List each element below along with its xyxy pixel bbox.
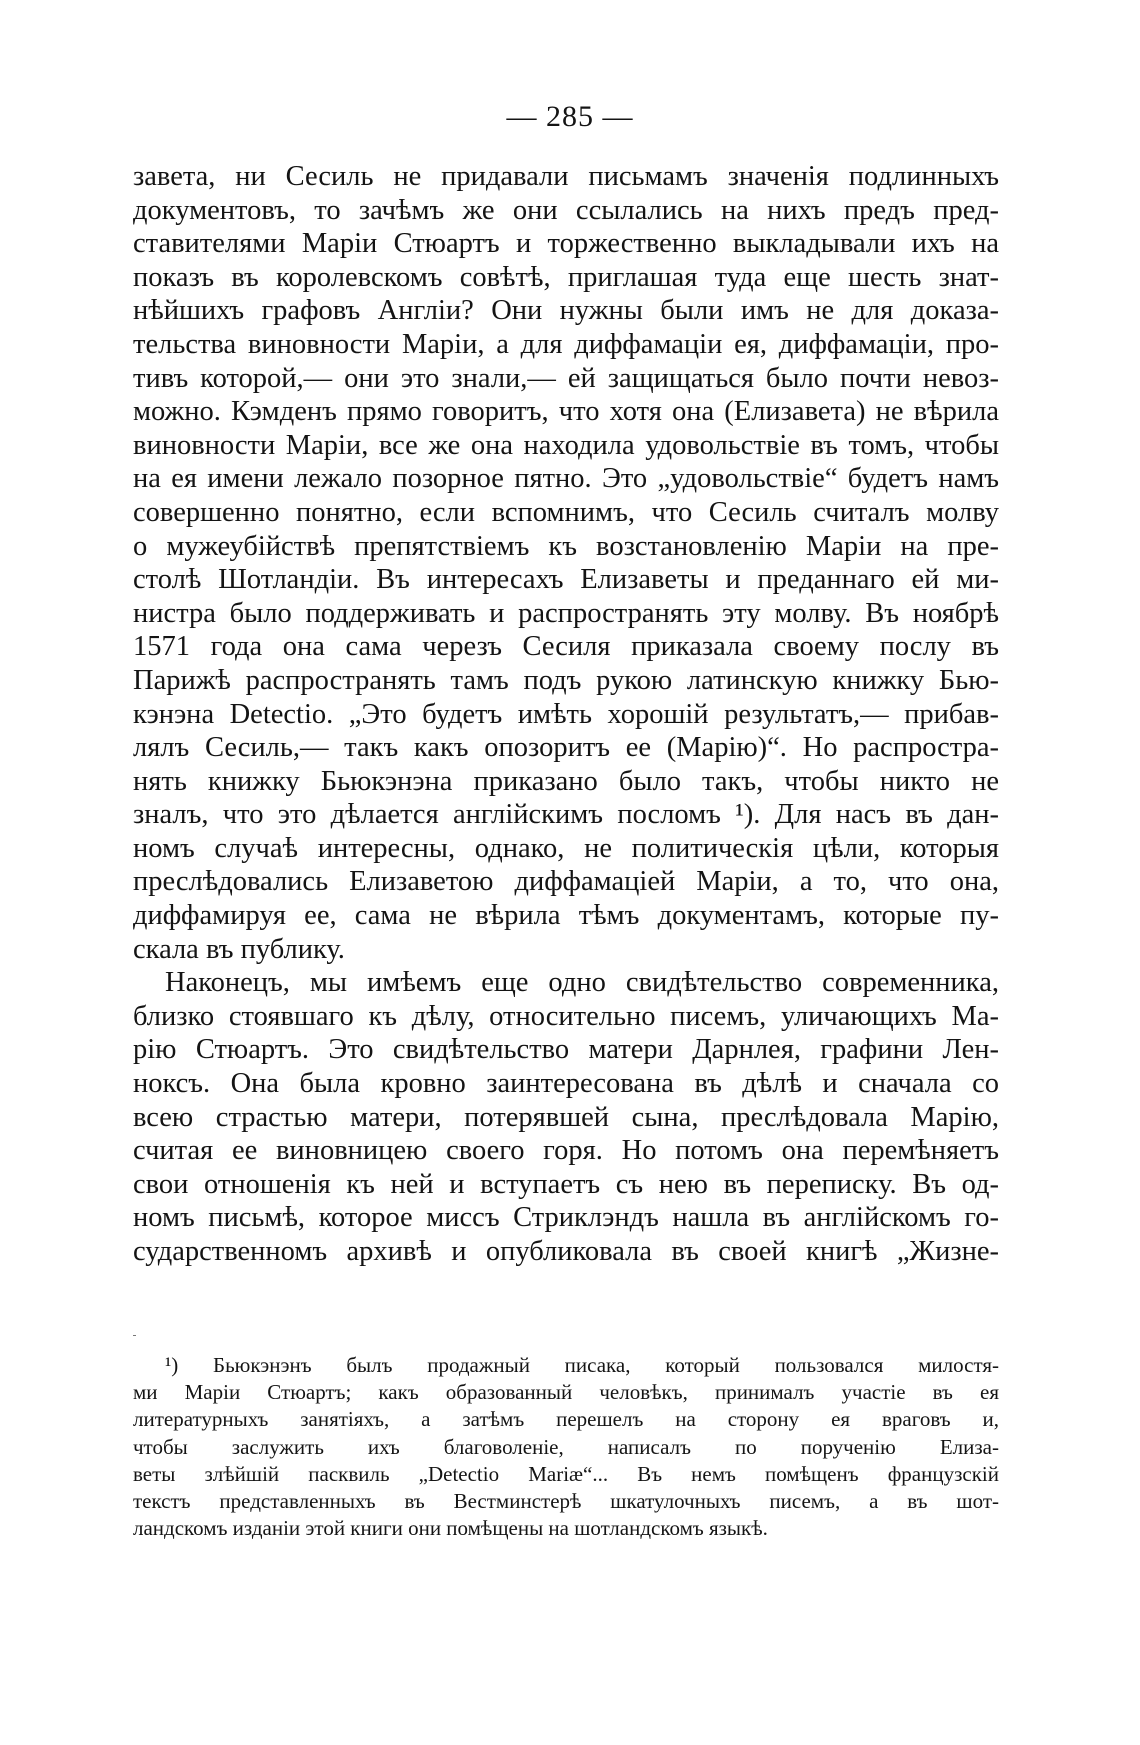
text-line: свои отношенія къ ней и вступаетъ съ нею въ переписку. Въ од- <box>133 1168 999 1200</box>
paragraph-1 <box>133 160 999 966</box>
text-line: ставителями Маріи Стюартъ и торжественно выкладывали ихъ на <box>133 228 999 260</box>
footnote <box>133 1352 999 1542</box>
text-line: скала въ публику. <box>133 933 345 965</box>
footnote-line: ми Маріи Стюартъ; какъ образованный человѣкъ, принималъ участіе въ ея <box>133 1380 999 1405</box>
text-line: ноксъ. Она была кровно заинтересована въ дѣлѣ и сначала со <box>133 1068 999 1100</box>
text-line: рію Стюартъ. Это свидѣтельство матери Дарнлея, графини Лен- <box>133 1034 999 1066</box>
text-line: нять книжку Бьюкэнэна приказано было такъ, чтобы никто не <box>133 765 999 797</box>
text-line: диффамируя ее, сама не вѣрила тѣмъ документамъ, которые пу- <box>133 900 999 932</box>
footnote-line: веты злѣйшій пасквиль „Detectio Mariæ“... Въ немъ помѣщенъ французскій <box>133 1461 999 1486</box>
text-line: кэнэна Detectio. „Это будетъ имѣть хорошій результатъ,— прибав- <box>133 698 999 730</box>
text-line: показъ въ королевскомъ совѣтѣ, приглашая туда еще шесть знат- <box>133 261 999 293</box>
text-line: тельства виновности Маріи, а для диффамаціи ея, диффамаціи, про- <box>133 328 999 360</box>
text-line: нистра было поддерживать и распространять эту молву. Въ ноябрѣ <box>133 597 999 629</box>
text-line: сударственномъ архивѣ и опубликовала въ своей книгѣ „Жизне- <box>133 1236 999 1267</box>
text-line: 1571 года она сама черезъ Сесиля приказала своему послу въ <box>133 631 999 663</box>
text-line: Парижѣ распространять тамъ подъ рукою латинскую книжку Бью- <box>133 664 999 696</box>
footnote-line: ландскомъ изданіи этой книги они помѣщены на шотландскомъ языкѣ. <box>133 1516 768 1541</box>
text-line: лялъ Сесиль,— такъ какъ опозоритъ ее (Марію)“. Но распростра- <box>133 732 999 764</box>
text-line: преслѣдовались Елизаветою диффамаціей Маріи, а то, что она, <box>133 866 999 898</box>
text-line: считая ее виновницею своего горя. Но потомъ она перемѣняетъ <box>133 1135 999 1167</box>
footnote-line: чтобы заслужить ихъ благоволеніе, написалъ по порученію Елиза- <box>133 1434 999 1459</box>
text-line: нѣйшихъ графовъ Англіи? Они нужны были имъ не для доказа- <box>133 295 999 327</box>
text-line: виновности Маріи, все же она находила удовольствіе въ томъ, чтобы <box>133 429 999 461</box>
text-line: о мужеубійствѣ препятствіемъ къ возстановленію Маріи на пре- <box>133 530 999 562</box>
text-line: близко стоявшаго къ дѣлу, относительно писемъ, уличающихъ Ма- <box>133 1000 999 1032</box>
text-line: Наконецъ, мы имѣемъ еще одно свидѣтельство современника, <box>165 967 999 999</box>
paragraph-2 <box>133 966 999 1268</box>
text-line: зналъ, что это дѣлается англійскимъ посломъ ¹). Для насъ въ дан- <box>133 799 999 831</box>
footnote-line: литературныхъ занятіяхъ, а затѣмъ перешелъ на сторону ея враговъ и, <box>133 1407 999 1432</box>
main-text <box>133 160 999 1269</box>
text-line: всею страстью матери, потерявшей сына, преслѣдовала Марію, <box>133 1101 999 1133</box>
footnote-line: текстъ представленныхъ въ Вестминстерѣ шкатулочныхъ писемъ, а въ шот- <box>133 1488 999 1513</box>
text-line: совершенно понятно, если вспомнимъ, что Сесиль считалъ молву <box>133 496 999 528</box>
text-line: номъ письмѣ, которое миссъ Стриклэндъ нашла въ англійскомъ го- <box>133 1202 999 1234</box>
text-line: столѣ Шотландіи. Въ интересахъ Елизаветы и преданнаго ей ми- <box>133 564 999 596</box>
text-line: можно. Кэмденъ прямо говоритъ, что хотя она (Елизавета) не вѣрила <box>133 396 999 428</box>
page-number: — 285 — <box>506 100 634 133</box>
text-line: документовъ, то зачѣмъ же они ссылались на нихъ предъ пред- <box>133 194 999 226</box>
text-line: номъ случаѣ интересны, однако, не политическія цѣли, которыя <box>133 832 999 864</box>
footnote-separator <box>133 1335 136 1336</box>
text-line: на ея имени лежало позорное пятно. Это „удовольствіе“ будетъ намъ <box>133 463 999 495</box>
text-line: тивъ которой,— они это знали,— ей защищаться было почти невоз- <box>133 362 999 394</box>
text-line: завета, ни Сесиль не придавали письмамъ значенія подлинныхъ <box>133 161 999 192</box>
footnote-line: ¹) Бьюкэнэнъ былъ продажный писака, который пользовался милостя- <box>165 1353 999 1377</box>
